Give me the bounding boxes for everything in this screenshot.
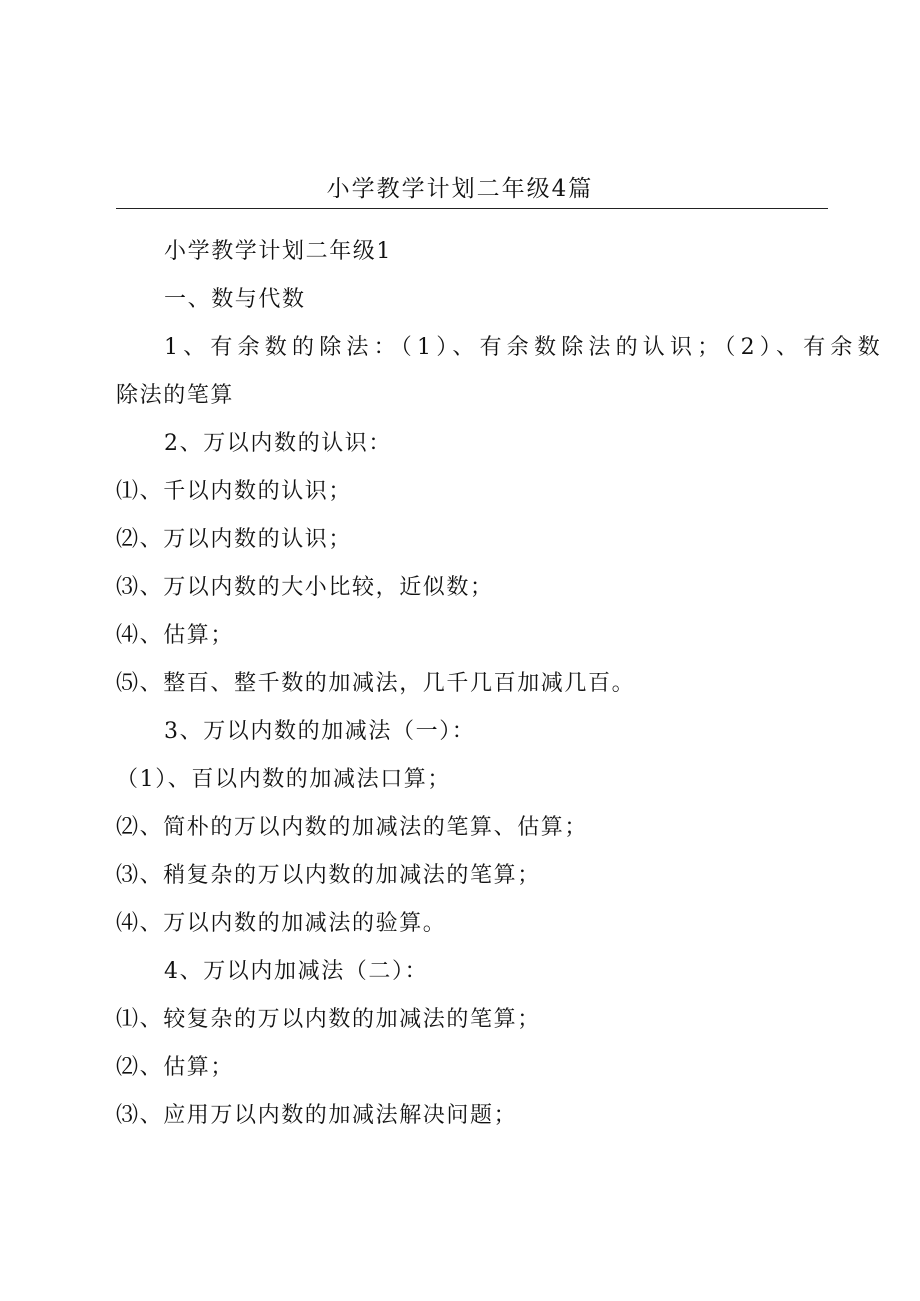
paragraph-line: 1、有余数的除法：（1）、有余数除法的认识；（2）、有余数 bbox=[164, 335, 885, 360]
list-item: ⑶、稍复杂的万以内数的加减法的笔算； bbox=[116, 863, 541, 888]
list-item: ⑵、估算； bbox=[116, 1055, 235, 1080]
list-item: （1）、百以内数的加减法口算； bbox=[116, 767, 451, 792]
title-underline bbox=[116, 208, 828, 209]
paragraph-line: 2、万以内数的认识： bbox=[164, 431, 392, 456]
list-item: ⑵、简朴的万以内数的加减法的笔算、估算； bbox=[116, 815, 589, 840]
document-title: 小学教学计划二年级4篇 bbox=[326, 176, 594, 202]
list-item: ⑷、估算； bbox=[116, 623, 235, 648]
list-item: ⑵、万以内数的认识； bbox=[116, 527, 353, 552]
list-item: ⑶、万以内数的大小比较，近似数； bbox=[116, 575, 494, 600]
paragraph-line: 除法的笔算 bbox=[116, 383, 235, 408]
section-heading: 小学教学计划二年级1 bbox=[164, 239, 392, 264]
list-item: ⑶、应用万以内数的加减法解决问题； bbox=[116, 1103, 518, 1128]
list-item: ⑴、千以内数的认识； bbox=[116, 479, 353, 504]
paragraph-line: 4、万以内加减法（二）： bbox=[164, 959, 429, 984]
list-item: ⑴、较复杂的万以内数的加减法的笔算； bbox=[116, 1007, 541, 1032]
paragraph-line: 3、万以内数的加减法（一）： bbox=[164, 719, 476, 744]
section-heading: 一、数与代数 bbox=[164, 287, 306, 312]
list-item: ⑸、整百、整千数的加减法，几千几百加减几百。 bbox=[116, 671, 636, 696]
list-item: ⑷、万以内数的加减法的验算。 bbox=[116, 911, 447, 936]
